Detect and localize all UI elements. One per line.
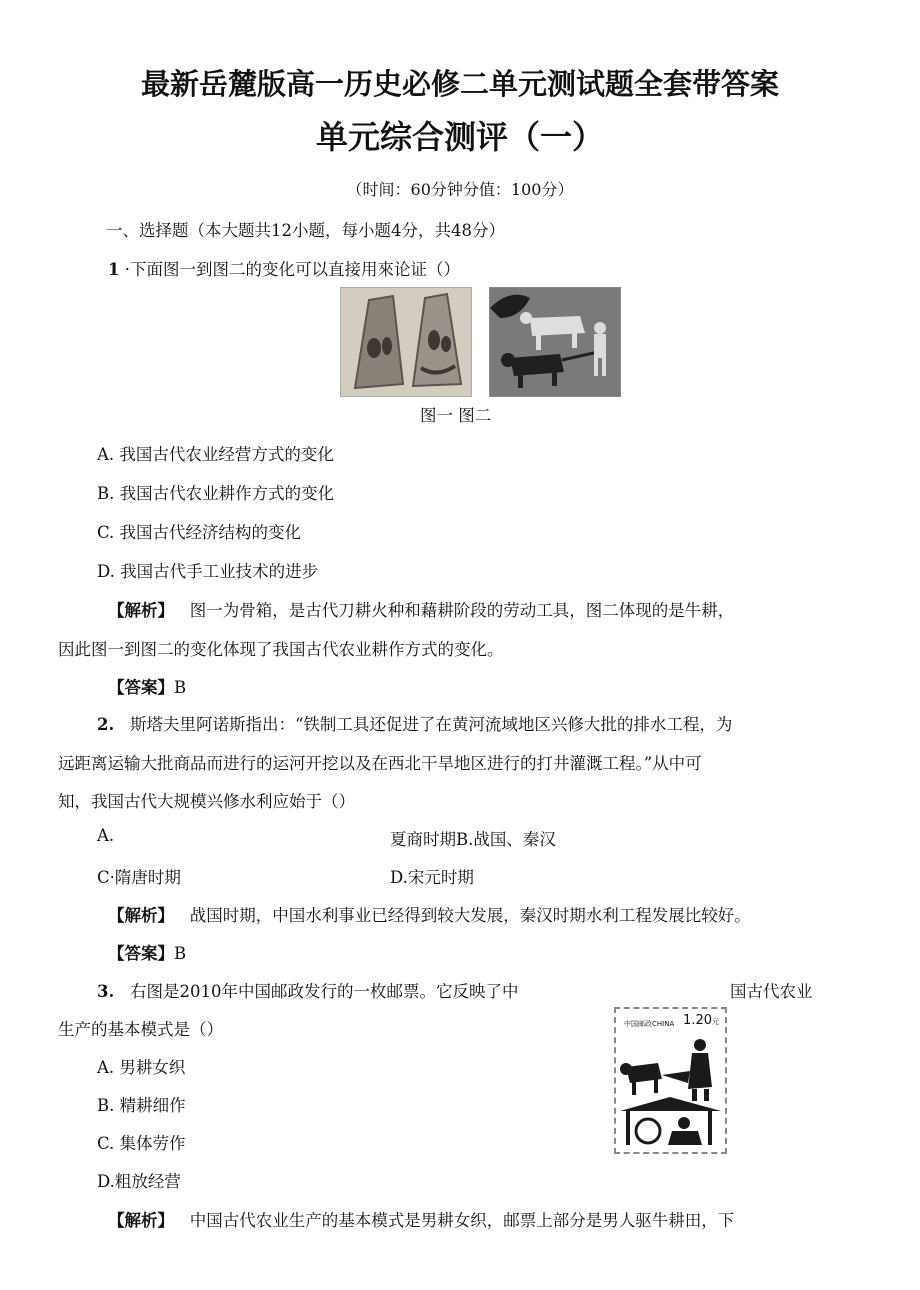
answer-tag: 【答案】	[108, 944, 174, 963]
question-3-stem-line-1	[97, 978, 518, 1002]
q3-option-b: B. 精耕细作	[97, 1096, 186, 1115]
analysis-text: 战国时期，中国水利事业已经得到较大发展，秦汉时期水利工程发展比较好。	[189, 906, 751, 925]
question-3-stem-line-1-end: 国古代农业	[730, 982, 813, 1001]
q1-analysis-line-1	[108, 597, 734, 621]
question-text: 斯塔夫里阿诺斯指出：“铁制工具还促进了在黄河流域地区兴修大批的排水工程，为	[129, 715, 733, 734]
q2-analysis	[108, 902, 751, 926]
q1-analysis-line-2: 因此图一到图二的变化体现了我国古代农业耕作方式的变化。	[58, 640, 504, 659]
ox-plough-icon	[490, 288, 620, 396]
stamp-label: 中国邮政CHINA	[624, 1020, 675, 1028]
stamp-farming-icon	[618, 1031, 723, 1147]
q1-option-d: D. 我国古代手工业技术的进步	[97, 562, 319, 581]
stamp-value: 1.20	[683, 1013, 712, 1028]
stamp-unit: 元	[712, 1018, 719, 1026]
answer-tag: 【答案】	[108, 678, 174, 697]
figure-ox-plough-relief	[489, 287, 621, 397]
q2-answer	[108, 940, 186, 964]
answer-value: B	[174, 678, 187, 697]
analysis-text: 图一为骨箱，是古代刀耕火种和藉耕阶段的劳动工具，图二体现的是牛耕，	[189, 601, 735, 620]
document-title: 最新岳麓版高一历史必修二单元测试题全套带答案	[140, 67, 779, 101]
q3-option-a: A. 男耕女织	[97, 1058, 186, 1077]
q2-option-c: C·隋唐时期	[97, 868, 181, 887]
q1-option-a: A. 我国古代农业经营方式的变化	[97, 445, 334, 464]
question-number: 3.	[97, 982, 115, 1001]
q3-option-c: C. 集体劳作	[97, 1134, 186, 1153]
answer-value: B	[174, 944, 187, 963]
q3-analysis	[108, 1207, 734, 1231]
q3-option-d: D.粗放经营	[97, 1172, 181, 1191]
unit-title: 单元综合测评（一）	[315, 118, 604, 156]
stamp-value-group	[683, 1013, 719, 1028]
q2-option-a: A.	[97, 826, 115, 845]
analysis-tag: 【解析】	[108, 1211, 174, 1230]
figure-caption: 图一 图二	[420, 406, 492, 425]
question-number: 2.	[97, 715, 115, 734]
q2-option-d: D.宋元时期	[390, 868, 474, 887]
exam-meta: （时间：60分钟分值：100分）	[346, 180, 574, 199]
analysis-tag: 【解析】	[108, 601, 174, 620]
question-2-stem-line-2: 远距离运输大批商品而进行的运河开挖以及在西北干旱地区进行的打井灌溉工程。”从中可	[58, 754, 702, 773]
figure-postage-stamp	[614, 1007, 727, 1154]
question-text: 右图是2010年中国邮政发行的一枚邮票。它反映了中	[129, 982, 519, 1001]
question-2-stem-line-3: 知，我国古代大规模兴修水利应始于（）	[58, 792, 355, 811]
question-1-stem	[108, 256, 460, 280]
question-number: 1	[108, 260, 120, 279]
q1-option-c: C. 我国古代经济结构的变化	[97, 523, 302, 542]
q1-answer	[108, 674, 186, 698]
question-2-stem-line-1	[97, 711, 732, 735]
section-heading: 一、选择题（本大题共12小题，每小题4分，共48分）	[106, 221, 505, 240]
bone-tools-icon	[341, 288, 471, 396]
q1-option-b: B. 我国古代农业耕作方式的变化	[97, 484, 335, 503]
figure-bone-tools	[340, 287, 472, 397]
question-text: ·下面图一到图二的变化可以直接用來论证（）	[124, 260, 460, 279]
analysis-text: 中国古代农业生产的基本模式是男耕女织，邮票上部分是男人驱牛耕田，下	[189, 1211, 735, 1230]
q2-option-a-b-text: 夏商时期B.战国、秦汉	[390, 830, 556, 849]
analysis-tag: 【解析】	[108, 906, 174, 925]
question-3-stem-line-2: 生产的基本模式是（）	[58, 1020, 223, 1039]
